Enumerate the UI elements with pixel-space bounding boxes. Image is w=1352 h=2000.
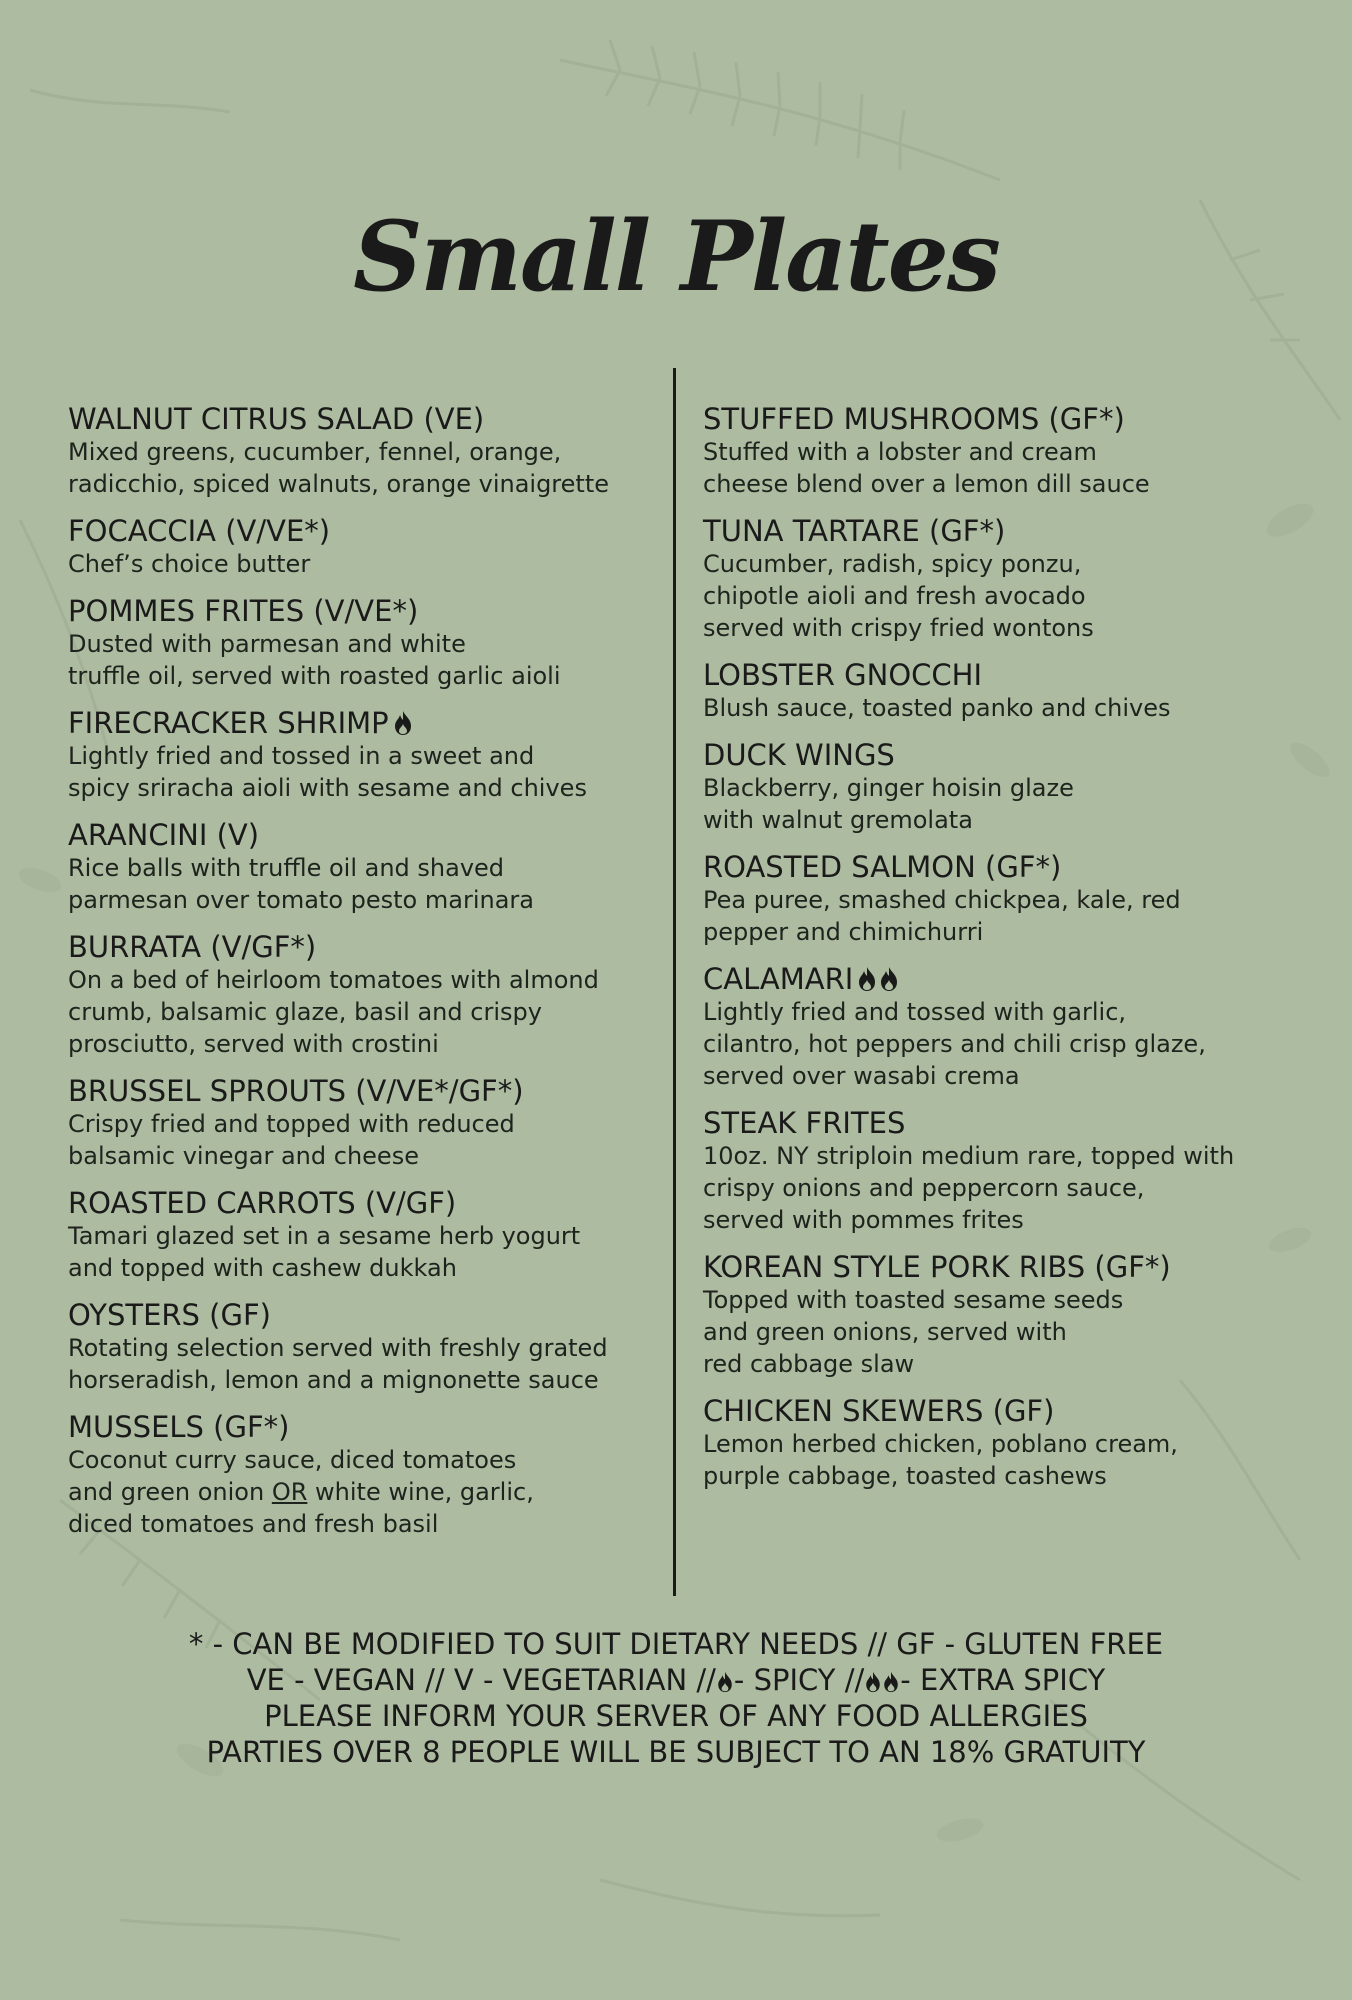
menu-item xyxy=(703,402,1303,500)
flame-icon xyxy=(392,710,414,736)
menu-item xyxy=(68,930,664,1060)
menu-item xyxy=(68,514,664,580)
item-description: Tamari glazed set in a sesame herb yogurt and topped with cashew dukkah xyxy=(68,1222,581,1282)
left-menu-column xyxy=(68,402,664,1540)
menu-item xyxy=(703,658,1303,724)
right-menu-column xyxy=(703,402,1303,1492)
flame-icon xyxy=(878,966,900,992)
item-name: FIRECRACKER SHRIMP xyxy=(68,706,389,740)
item-description: Pea puree, smashed chickpea, kale, red pepper and chimichurri xyxy=(703,886,1181,946)
item-description: Lemon herbed chicken, poblano cream, purple cabbage, toasted cashews xyxy=(703,1430,1178,1490)
item-name-row xyxy=(68,706,664,740)
menu-item xyxy=(703,1250,1303,1380)
item-description: 10oz. NY striploin medium rare, topped with crispy onions and peppercorn sauce, served with pommes frites xyxy=(703,1142,1235,1234)
menu-item xyxy=(68,1298,664,1396)
menu-item xyxy=(68,706,664,804)
menu-item xyxy=(68,1410,664,1540)
menu-item xyxy=(703,1394,1303,1492)
menu-item xyxy=(68,402,664,500)
item-name: OYSTERS (GF) xyxy=(68,1298,271,1332)
menu-item xyxy=(68,1186,664,1284)
menu-item xyxy=(68,818,664,916)
item-name: BURRATA (V/GF*) xyxy=(68,930,317,964)
item-name-row xyxy=(703,962,1303,996)
item-description: Crispy fried and topped with reduced balsamic vinegar and cheese xyxy=(68,1110,515,1170)
item-name: DUCK WINGS xyxy=(703,738,895,772)
item-description-or: OR xyxy=(271,1478,308,1506)
item-description: Rotating selection served with freshly grated horseradish, lemon and a mignonette sauce xyxy=(68,1334,608,1394)
flame-icon xyxy=(716,1671,734,1693)
item-description: Cucumber, radish, spicy ponzu, chipotle aioli and fresh avocado served with crispy fried wontons xyxy=(703,550,1094,642)
menu-item xyxy=(703,962,1303,1092)
item-description: Blush sauce, toasted panko and chives xyxy=(703,694,1171,722)
item-description: Dusted with parmesan and white truffle oil, served with roasted garlic aioli xyxy=(68,630,561,690)
item-name: ROASTED SALMON (GF*) xyxy=(703,850,1062,884)
item-description: On a bed of heirloom tomatoes with almond crumb, balsamic glaze, basil and crispy prosciutto, served with crostini xyxy=(68,966,599,1058)
item-name: ARANCINI (V) xyxy=(68,818,260,852)
item-name: TUNA TARTARE (GF*) xyxy=(703,514,1006,548)
legend-line: * - CAN BE MODIFIED TO SUIT DIETARY NEEDS // GF - GLUTEN FREE xyxy=(188,1627,1164,1661)
legend-text: VE - VEGAN // V - VEGETARIAN // xyxy=(246,1663,716,1697)
item-name: ROASTED CARROTS (V/GF) xyxy=(68,1186,457,1220)
flame-icon xyxy=(882,1671,900,1693)
item-name: POMMES FRITES (V/VE*) xyxy=(68,594,419,628)
item-description: Rice balls with truffle oil and shaved parmesan over tomato pesto marinara xyxy=(68,854,534,914)
item-description: Topped with toasted sesame seeds and green onions, served with red cabbage slaw xyxy=(703,1286,1124,1378)
item-description: Mixed greens, cucumber, fennel, orange, radicchio, spiced walnuts, orange vinaigrette xyxy=(68,438,609,498)
legend-line: PARTIES OVER 8 PEOPLE WILL BE SUBJECT TO AN 18% GRATUITY xyxy=(206,1735,1146,1769)
item-name: KOREAN STYLE PORK RIBS (GF*) xyxy=(703,1250,1171,1284)
menu-item xyxy=(703,738,1303,836)
menu-item xyxy=(703,514,1303,644)
menu-item xyxy=(703,850,1303,948)
menu-item xyxy=(68,1074,664,1172)
item-description: Blackberry, ginger hoisin glaze with walnut gremolata xyxy=(703,774,1074,834)
flame-icon xyxy=(864,1671,882,1693)
dietary-legend xyxy=(0,1626,1352,1770)
item-description-part: Coconut curry sauce, diced tomatoes and green onion xyxy=(68,1446,517,1506)
item-name: WALNUT CITRUS SALAD (VE) xyxy=(68,402,485,436)
item-name: MUSSELS (GF*) xyxy=(68,1410,290,1444)
column-divider xyxy=(673,368,676,1596)
item-name: CHICKEN SKEWERS (GF) xyxy=(703,1394,1055,1428)
item-name: STEAK FRITES xyxy=(703,1106,906,1140)
legend-line xyxy=(0,1662,1352,1698)
item-name: CALAMARI xyxy=(703,962,854,996)
item-description xyxy=(68,1444,664,1540)
menu-item xyxy=(703,1106,1303,1236)
item-description: Stuffed with a lobster and cream cheese blend over a lemon dill sauce xyxy=(703,438,1150,498)
item-name: STUFFED MUSHROOMS (GF*) xyxy=(703,402,1125,436)
item-name: LOBSTER GNOCCHI xyxy=(703,658,982,692)
item-name: FOCACCIA (V/VE*) xyxy=(68,514,331,548)
legend-text: - EXTRA SPICY xyxy=(900,1663,1106,1697)
item-description: Lightly fried and tossed with garlic, cilantro, hot peppers and chili crisp glaze, served over wasabi crema xyxy=(703,998,1206,1090)
legend-line: PLEASE INFORM YOUR SERVER OF ANY FOOD ALLERGIES xyxy=(264,1699,1088,1733)
menu-title: Small Plates xyxy=(353,200,999,313)
menu-item xyxy=(68,594,664,692)
flame-icon xyxy=(856,966,878,992)
legend-text: - SPICY // xyxy=(733,1663,865,1697)
item-name: BRUSSEL SPROUTS (V/VE*/GF*) xyxy=(68,1074,524,1108)
item-description: Lightly fried and tossed in a sweet and spicy sriracha aioli with sesame and chives xyxy=(68,742,587,802)
item-description-part: white wine, garlic, diced tomatoes and fresh basil xyxy=(68,1478,534,1538)
item-description: Chef’s choice butter xyxy=(68,550,311,578)
